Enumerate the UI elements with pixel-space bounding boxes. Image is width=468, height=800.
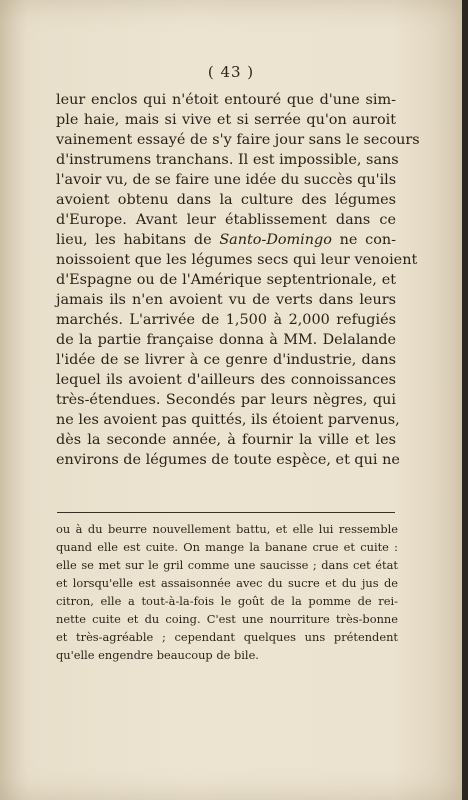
text-line: avoient obtenu dans la culture des légumes: [56, 192, 396, 208]
main-text: [56, 90, 420, 470]
text-line: jamais ils n'en avoient vu de verts dans leurs: [56, 292, 396, 308]
text-line: ple haie, mais si vive et si serrée qu'on auroit: [56, 112, 396, 128]
text-line: marchés. L'arrivée de 1,500 à 2,000 refugiés: [56, 312, 396, 328]
text-line: noissoient que les légumes secs qui leur venoient: [56, 252, 418, 268]
text-line: d'Europe. Avant leur établissement dans ce: [56, 212, 396, 228]
text-line: très-étendues. Secondés par leurs nègres, qui: [56, 392, 396, 408]
footnote-line: elle se met sur le gril comme une saucisse ; dans cet état: [56, 558, 398, 572]
text-line: de la partie française donna à MM. Delalande: [56, 332, 396, 348]
text-line-tail: ne con-: [331, 232, 396, 248]
footnote-rule: [57, 512, 395, 513]
text-line: d'Espagne ou de l'Amérique septentrionale, et: [56, 272, 396, 288]
footnote-line: quand elle est cuite. On mange la banane crue et cuite :: [56, 540, 398, 554]
text-line-lead: lieu, les habitans de: [56, 232, 220, 248]
text-line: d'instrumens tranchans. Il est impossible, sans: [56, 152, 399, 168]
footnote-line: et lorsqu'elle est assaisonnée avec du sucre et du jus de: [56, 576, 398, 590]
footnote-line: et très-agréable ; cependant quelques uns prétendent: [56, 630, 398, 644]
page-edge: [462, 0, 468, 800]
text-line: vainement essayé de s'y faire jour sans le secours: [56, 132, 420, 148]
text-line: lequel ils avoient d'ailleurs des connoissances: [56, 372, 396, 388]
footnote-line: qu'elle engendre beaucoup de bile.: [56, 648, 259, 662]
text-line: [56, 230, 396, 250]
text-line: l'avoir vu, de se faire une idée du succès qu'ils: [56, 172, 397, 188]
footnote-line: citron, elle a tout-à-la-fois le goût de la pomme de rei-: [56, 594, 398, 608]
page-number: ( 43 ): [207, 63, 255, 81]
text-line: environs de légumes de toute espèce, et qui ne: [56, 452, 400, 468]
footnote-line: ou à du beurre nouvellement battu, et elle lui ressemble: [56, 522, 398, 536]
text-line: leur enclos qui n'étoit entouré que d'une sim-: [56, 92, 396, 108]
text-line: ne les avoient pas quittés, ils étoient parvenus,: [56, 412, 400, 428]
footnote-line: nette cuite et du coing. C'est une nourriture très-bonne: [56, 612, 398, 626]
place-name: Santo-Domingo: [219, 232, 332, 248]
text-line: dès la seconde année, à fournir la ville et les: [56, 432, 396, 448]
text-line: l'idée de se livrer à ce genre d'industrie, dans: [56, 352, 396, 368]
footnote: [56, 520, 398, 664]
